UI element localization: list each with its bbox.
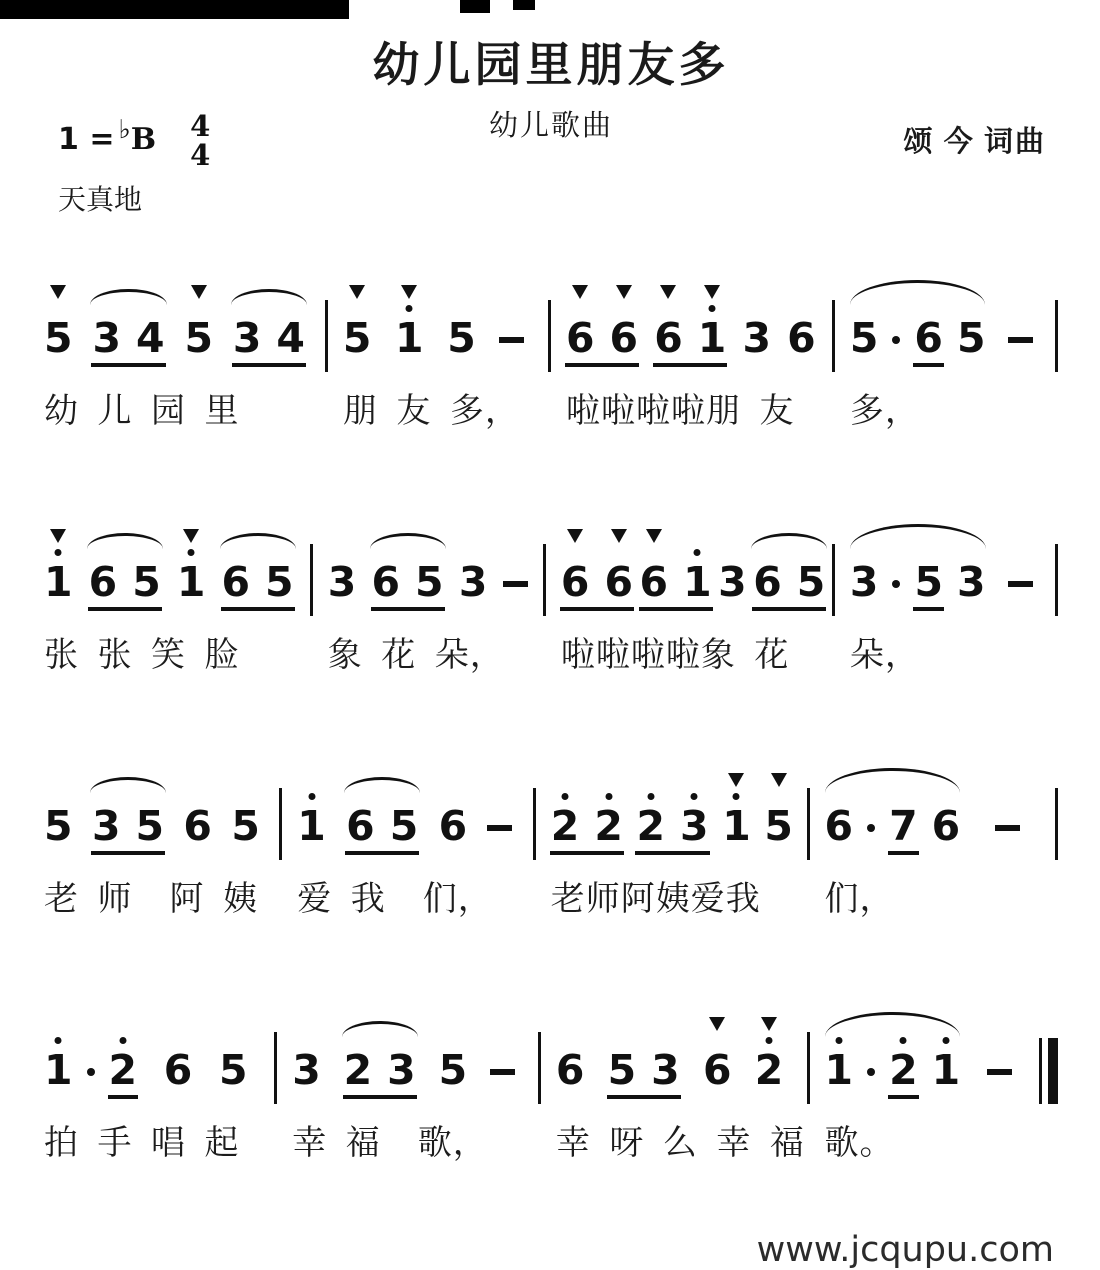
- beamed-group: [607, 1046, 680, 1094]
- song-subtitle: 幼儿歌曲: [488, 110, 613, 142]
- notation-row: [44, 742, 1058, 850]
- lyric-row: [44, 871, 1058, 920]
- lyric-phrase: 爱 我 们，: [297, 881, 493, 918]
- measure: [810, 1038, 1058, 1094]
- accent-mark-icon: [50, 285, 66, 299]
- lyric-phrase: 老师阿姨爱我: [550, 881, 761, 918]
- slur-arc: [751, 533, 827, 549]
- beamed-group: [343, 1046, 416, 1094]
- note-digit: 4: [135, 314, 165, 362]
- key-letter: B: [130, 121, 157, 157]
- beamed-group: [346, 802, 419, 850]
- note: [346, 802, 375, 850]
- note: [824, 802, 854, 850]
- note: [956, 558, 986, 606]
- slur-arc: [220, 533, 296, 549]
- time-denominator: 4: [190, 138, 211, 172]
- note: [931, 1046, 961, 1094]
- note: [702, 1046, 732, 1094]
- lyric-row: [44, 383, 1058, 432]
- note: [824, 1046, 854, 1094]
- note: [88, 558, 118, 606]
- song-title: 幼儿园里朋友多: [372, 38, 730, 93]
- note: [135, 802, 164, 850]
- note-digit: 6: [88, 558, 118, 606]
- beamed-group: [550, 802, 623, 850]
- sustain-dash: [487, 825, 512, 831]
- score: [44, 254, 1058, 1164]
- accent-mark-icon: [761, 1017, 777, 1031]
- note: [742, 314, 771, 362]
- measure: [313, 544, 546, 606]
- note-digit: 5: [44, 802, 73, 850]
- note: [636, 802, 666, 850]
- slurred-phrase: [44, 1046, 138, 1094]
- lyric-phrase: 朋 友 多，: [342, 393, 520, 430]
- note: [604, 558, 633, 606]
- note: [849, 558, 879, 606]
- note-digit: 6: [931, 802, 961, 850]
- note-digit: 3: [232, 314, 262, 362]
- note: [176, 558, 206, 606]
- notation-row: [44, 254, 1058, 362]
- slur-arc: [342, 1021, 418, 1037]
- octave-dot: [119, 1037, 126, 1044]
- note-digit: 5: [231, 802, 260, 850]
- accent-mark-icon: [50, 529, 66, 543]
- note: [297, 802, 326, 850]
- note: [371, 558, 401, 606]
- note-digit: 6: [221, 558, 251, 606]
- note: [607, 1046, 637, 1094]
- octave-dot: [900, 1037, 907, 1044]
- note-digit: 1: [297, 802, 326, 850]
- octave-dot: [765, 1037, 772, 1044]
- note-digit: 1: [931, 1046, 961, 1094]
- note: [163, 1046, 193, 1094]
- barline: [1055, 788, 1058, 860]
- lyric-phrase: 们，: [824, 881, 895, 918]
- final-barline-thick: [1048, 1038, 1058, 1104]
- note-digit: 6: [565, 314, 595, 362]
- score-line: [44, 498, 1058, 676]
- note-digit: 1: [44, 1046, 73, 1094]
- note-digit: 2: [594, 802, 623, 850]
- final-barline: [1039, 1038, 1058, 1104]
- sustain-dash: [1008, 581, 1033, 587]
- sustain-dash: [503, 581, 528, 587]
- measure: [551, 300, 835, 362]
- slur-arc: [90, 777, 166, 793]
- note: [914, 314, 943, 362]
- key-signature-prefix: 1 =: [58, 121, 115, 157]
- measure: [44, 544, 313, 606]
- accent-mark-icon: [709, 1017, 725, 1031]
- scan-edge-artifact: [460, 0, 490, 13]
- sustain-dash: [499, 337, 524, 343]
- note-digit: 6: [560, 558, 590, 606]
- note: [387, 1046, 416, 1094]
- lyric-row: [44, 627, 1058, 676]
- sustain-dash: [995, 825, 1020, 831]
- note: [565, 314, 595, 362]
- note: [389, 802, 419, 850]
- scan-edge-artifact: [0, 0, 349, 19]
- accent-mark-icon: [401, 285, 417, 299]
- tempo-marking: 天真地: [58, 185, 143, 216]
- measure: [835, 300, 1058, 362]
- note-digit: 6: [702, 1046, 732, 1094]
- note: [651, 1046, 680, 1094]
- beamed-group: [753, 558, 826, 606]
- octave-dot: [55, 549, 62, 556]
- note: [108, 1046, 138, 1094]
- measure: [44, 1032, 277, 1094]
- note-digit: 2: [636, 802, 666, 850]
- barline: [1055, 300, 1058, 372]
- final-barline-thin: [1039, 1038, 1042, 1104]
- note: [44, 802, 73, 850]
- note: [132, 558, 161, 606]
- note: [343, 1046, 373, 1094]
- note-digit: 6: [371, 558, 401, 606]
- note-digit: 5: [607, 1046, 637, 1094]
- watermark-row: [44, 1230, 1058, 1270]
- measure: [536, 788, 810, 850]
- dotted-note-dot: [87, 1068, 95, 1076]
- beamed-group: [91, 802, 164, 850]
- note-digit: 6: [163, 1046, 193, 1094]
- note-digit: 3: [956, 558, 986, 606]
- lyric-phrase: 多，: [849, 393, 920, 430]
- note: [787, 314, 816, 362]
- note-digit: 5: [796, 558, 826, 606]
- note: [931, 802, 961, 850]
- note-digit: 3: [651, 1046, 680, 1094]
- accent-mark-icon: [191, 285, 207, 299]
- note: [914, 558, 943, 606]
- note: [447, 314, 476, 362]
- note-digit: 1: [44, 558, 73, 606]
- flat-sign: ♭: [118, 115, 131, 145]
- time-signature: [190, 109, 211, 172]
- note-digit: 3: [742, 314, 771, 362]
- note: [594, 802, 623, 850]
- note-digit: 3: [292, 1046, 321, 1094]
- beamed-group: [108, 1046, 138, 1094]
- note: [91, 802, 121, 850]
- beamed-group: [636, 802, 709, 850]
- accent-mark-icon: [567, 529, 583, 543]
- octave-dot: [562, 793, 569, 800]
- note: [550, 802, 580, 850]
- lyric-phrase: 啦啦啦啦朋 友: [565, 393, 795, 430]
- beamed-group: [654, 314, 727, 362]
- note: [956, 314, 986, 362]
- note-digit: 6: [787, 314, 816, 362]
- note-digit: 4: [276, 314, 305, 362]
- slur-arc: [87, 533, 163, 549]
- note: [680, 802, 709, 850]
- note: [718, 558, 747, 606]
- note: [265, 558, 294, 606]
- lyric-phrase: 拍 手 唱 起: [44, 1125, 240, 1162]
- note: [796, 558, 826, 606]
- note-digit: 3: [849, 558, 879, 606]
- octave-dot: [647, 793, 654, 800]
- measure: [277, 1032, 541, 1094]
- note-digit: 6: [639, 558, 669, 606]
- note-digit: 5: [44, 314, 73, 362]
- note-digit: 6: [753, 558, 782, 606]
- note: [889, 1046, 918, 1094]
- note-digit: 6: [609, 314, 639, 362]
- lyric-phrase: 幸 呀 么 幸 福: [555, 1125, 805, 1162]
- note-digit: 5: [132, 558, 161, 606]
- note: [276, 314, 305, 362]
- beamed-group: [889, 1046, 918, 1094]
- note-digit: 6: [555, 1046, 585, 1094]
- measure: [44, 300, 328, 362]
- beamed-group: [92, 314, 165, 362]
- note-digit: 5: [956, 314, 986, 362]
- beamed-group: [221, 558, 294, 606]
- slur-arc: [825, 1012, 961, 1037]
- time-numerator: 4: [190, 109, 211, 143]
- note-digit: 1: [697, 314, 727, 362]
- accent-mark-icon: [572, 285, 588, 299]
- note: [184, 314, 213, 362]
- note-digit: 6: [183, 802, 212, 850]
- note: [327, 558, 357, 606]
- note: [92, 314, 121, 362]
- note-digit: 2: [754, 1046, 784, 1094]
- accent-mark-icon: [704, 285, 720, 299]
- slurred-phrase: [849, 314, 986, 362]
- note-digit: 7: [889, 802, 918, 850]
- note-digit: 2: [343, 1046, 373, 1094]
- note: [183, 802, 212, 850]
- measure: [282, 788, 536, 850]
- accent-mark-icon: [616, 285, 632, 299]
- note-digit: 6: [824, 802, 854, 850]
- octave-dot: [694, 549, 701, 556]
- note-digit: 3: [458, 558, 488, 606]
- note-digit: 1: [722, 802, 751, 850]
- note-digit: 5: [764, 802, 793, 850]
- slur-arc: [370, 533, 446, 549]
- accent-mark-icon: [771, 773, 787, 787]
- beamed-group: [565, 314, 639, 362]
- dotted-note-dot: [867, 824, 875, 832]
- score-line: [44, 742, 1058, 920]
- slur-arc: [90, 289, 166, 305]
- beamed-group: [88, 558, 161, 606]
- octave-dot: [188, 549, 195, 556]
- note: [232, 314, 262, 362]
- beamed-group: [232, 314, 305, 362]
- note: [560, 558, 590, 606]
- note-digit: 1: [683, 558, 712, 606]
- beamed-group: [560, 558, 633, 606]
- note: [221, 558, 251, 606]
- note-digit: 5: [135, 802, 164, 850]
- note-digit: 5: [342, 314, 372, 362]
- note: [415, 558, 444, 606]
- note: [753, 558, 782, 606]
- note-digit: 5: [849, 314, 879, 362]
- note-digit: 5: [447, 314, 476, 362]
- beamed-group: [889, 802, 918, 850]
- note-digit: 5: [415, 558, 444, 606]
- watermark: www.jcqupu.com: [756, 1230, 1054, 1270]
- octave-dot: [733, 793, 740, 800]
- note-digit: 3: [92, 314, 121, 362]
- slur-arc: [850, 524, 986, 549]
- note-digit: 3: [387, 1046, 416, 1094]
- note-digit: 5: [184, 314, 213, 362]
- note-digit: 5: [389, 802, 419, 850]
- note-digit: 2: [108, 1046, 138, 1094]
- slur-arc: [344, 777, 420, 793]
- octave-dot: [605, 793, 612, 800]
- octave-dot: [835, 1037, 842, 1044]
- note: [609, 314, 639, 362]
- notation-row: [44, 986, 1058, 1094]
- sustain-dash: [1008, 337, 1033, 343]
- note: [44, 314, 73, 362]
- measure: [546, 544, 835, 606]
- note-digit: 1: [395, 314, 424, 362]
- score-line: [44, 254, 1058, 432]
- accent-mark-icon: [611, 529, 627, 543]
- lyric-phrase: 幼 儿 园 里: [44, 393, 240, 430]
- beamed-group: [914, 558, 943, 606]
- lyric-phrase: 老 师 阿 姨: [44, 881, 258, 918]
- measure: [810, 788, 1058, 850]
- dotted-note-dot: [892, 580, 900, 588]
- beamed-group: [914, 314, 943, 362]
- note-digit: 1: [824, 1046, 854, 1094]
- note-digit: 3: [680, 802, 709, 850]
- note: [754, 1046, 784, 1094]
- note-digit: 6: [604, 558, 633, 606]
- note: [458, 558, 488, 606]
- note-digit: 5: [218, 1046, 248, 1094]
- accent-mark-icon: [728, 773, 744, 787]
- slurred-phrase: [824, 1046, 961, 1094]
- note: [231, 802, 260, 850]
- measure: [835, 544, 1058, 606]
- accent-mark-icon: [183, 529, 199, 543]
- note: [639, 558, 669, 606]
- note: [722, 802, 751, 850]
- note: [555, 1046, 585, 1094]
- note-digit: 3: [91, 802, 121, 850]
- beamed-group: [371, 558, 444, 606]
- barline: [1055, 544, 1058, 616]
- note: [438, 802, 468, 850]
- score-line: [44, 986, 1058, 1164]
- note: [438, 1046, 468, 1094]
- note: [44, 1046, 73, 1094]
- slur-arc: [231, 289, 307, 305]
- note: [654, 314, 683, 362]
- slurred-phrase: [849, 558, 986, 606]
- note: [683, 558, 712, 606]
- measure: [44, 788, 282, 850]
- octave-dot: [709, 305, 716, 312]
- sustain-dash: [987, 1069, 1012, 1075]
- note: [135, 314, 165, 362]
- lyric-row: [44, 1115, 1058, 1164]
- slur-arc: [850, 280, 986, 305]
- octave-dot: [691, 793, 698, 800]
- dotted-note-dot: [867, 1068, 875, 1076]
- note-digit: 1: [176, 558, 206, 606]
- slur-arc: [825, 768, 961, 793]
- note: [342, 314, 372, 362]
- note-digit: 6: [346, 802, 375, 850]
- note: [292, 1046, 321, 1094]
- note-digit: 3: [327, 558, 357, 606]
- scan-edge-artifact: [513, 0, 535, 10]
- lyric-phrase: 歌。: [824, 1125, 895, 1162]
- lyric-phrase: 幸 福 歌，: [292, 1125, 488, 1162]
- sustain-dash: [490, 1069, 515, 1075]
- note-digit: 5: [438, 1046, 468, 1094]
- octave-dot: [55, 1037, 62, 1044]
- notation-row: [44, 498, 1058, 606]
- lyric-phrase: 张 张 笑 脸: [44, 637, 240, 674]
- note-digit: 6: [914, 314, 943, 362]
- octave-dot: [942, 1037, 949, 1044]
- accent-mark-icon: [349, 285, 365, 299]
- beamed-group: [639, 558, 712, 606]
- note: [697, 314, 727, 362]
- note: [395, 314, 424, 362]
- measure: [541, 1032, 810, 1094]
- note-digit: 6: [654, 314, 683, 362]
- lyric-phrase: 象 花 朵，: [327, 637, 505, 674]
- key-time-signature: [58, 109, 211, 172]
- note-digit: 6: [438, 802, 468, 850]
- note: [764, 802, 793, 850]
- accent-mark-icon: [646, 529, 662, 543]
- octave-dot: [406, 305, 413, 312]
- note: [889, 802, 918, 850]
- note-digit: 5: [265, 558, 294, 606]
- note-digit: 3: [718, 558, 747, 606]
- note: [849, 314, 879, 362]
- measure: [328, 300, 551, 362]
- lyric-phrase: 朵，: [849, 637, 920, 674]
- note: [44, 558, 73, 606]
- note-digit: 2: [889, 1046, 918, 1094]
- lyric-phrase: 啦啦啦啦象 花: [560, 637, 790, 674]
- note-digit: 5: [914, 558, 943, 606]
- note-digit: 2: [550, 802, 580, 850]
- octave-dot: [308, 793, 315, 800]
- slurred-phrase: [824, 802, 961, 850]
- composer-credit: 颂 今 词曲: [903, 125, 1046, 158]
- accent-mark-icon: [660, 285, 676, 299]
- note: [218, 1046, 248, 1094]
- dotted-note-dot: [892, 336, 900, 344]
